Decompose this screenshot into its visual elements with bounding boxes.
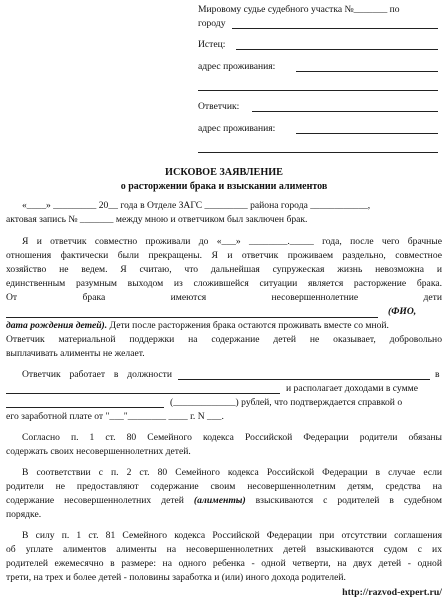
p1-line-2: актовая запись № _______ между мною и ответчиком был заключен брак.	[6, 214, 308, 225]
p5-line-3-b: взыскиваются с родителей в судебном	[245, 495, 442, 506]
p5-line-1: В соответствии с п. 2 ст. 80 Семейного кодекса Российской Федерации в случае если	[22, 467, 442, 478]
fio-note: (ФИО,	[388, 306, 417, 317]
position-fill-line	[178, 379, 430, 380]
plaintiff-address-fill-line	[296, 71, 438, 72]
p2-line-3: хозяйство не ведем. Я считаю, что дальнейшая супружеская жизнь невозможна и	[6, 264, 442, 275]
court-line: Мировому судье судебного участка №_______ по	[198, 4, 400, 15]
p6-line-1: В силу п. 1 ст. 81 Семейного кодекса Российской Федерации при отсутствии соглашения	[22, 530, 442, 541]
city-fill-line	[232, 28, 438, 29]
p3-line-4: его заработной плате от "___"________ ____ г. N ___.	[6, 411, 224, 422]
p2-line-9: выплачивать алименты не желает.	[6, 348, 145, 359]
p6-line-3: родителей ежемесячно в размере: на одного ребенка - одной четверти, на двух детей - одной	[6, 558, 442, 569]
p3-line-2: и располагает доходами в сумме	[286, 383, 419, 394]
defendant-label: Ответчик:	[198, 101, 240, 112]
p3-line-1-end: в	[435, 369, 440, 380]
p4-line-1: Согласно п. 1 ст. 80 Семейного кодекса Российской Федерации родители обязаны	[22, 432, 442, 443]
employer-fill-line	[6, 393, 280, 394]
p3-line-1: Ответчик работает в должности	[22, 369, 172, 380]
defendant-fill-line	[252, 111, 438, 112]
p1-line-1: «____» _________ 20__ года в Отделе ЗАГС _________ района города ____________,	[22, 200, 371, 211]
p2-line-8: Ответчик материальной поддержки на содержание детей не оказывает, добровольно	[6, 334, 442, 345]
p2-line-7	[6, 319, 389, 332]
watermark-url[interactable]: http://razvod-expert.ru/	[342, 587, 442, 598]
p2-line-5: От брака имеются несовершеннолетние дети	[6, 292, 442, 303]
children-dob-note: дата рождения детей).	[6, 320, 108, 331]
p2-line-4: единственным разумным выходом из сложившейся ситуации является расторжение брака.	[6, 278, 442, 289]
p5-line-4: порядке.	[6, 509, 42, 520]
plaintiff-fill-line	[236, 49, 438, 50]
income-fill-line	[6, 407, 164, 408]
p6-line-4: трети, на трех и более детей - половины заработка и (или) иного дохода родителей.	[6, 572, 346, 583]
defendant-address-fill-line	[296, 133, 438, 134]
alimony-note: (алименты)	[193, 495, 246, 506]
defendant-address-label: адрес проживания:	[198, 123, 276, 134]
document-subtitle: о расторжении брака и взыскании алиментов	[120, 181, 328, 192]
children-fill-line	[6, 317, 378, 318]
defendant-address-fill-line-2	[198, 152, 438, 153]
city-label: городу	[198, 18, 226, 29]
plaintiff-address-fill-line-2	[198, 90, 438, 91]
watermark-link[interactable]	[342, 586, 442, 599]
p2-line-2: отношения фактически были прекращены. Я и ответчик проживаем раздельно, совместное	[6, 250, 442, 261]
p4-line-2: содержать своих несовершеннолетних детей.	[6, 446, 191, 457]
p5-line-3-a: содержание несовершеннолетних детей	[6, 495, 194, 506]
plaintiff-address-label: адрес проживания:	[198, 61, 276, 72]
p3-line-3: (_____________) рублей, что подтверждается справкой о	[170, 397, 403, 408]
plaintiff-label: Истец:	[198, 39, 226, 50]
p5-line-3	[6, 494, 442, 507]
document-title: ИСКОВОЕ ЗАЯВЛЕНИЕ	[165, 167, 283, 178]
p6-line-2: об уплате алиментов алименты на несовершеннолетних детей взыскиваются судом с их	[6, 544, 442, 555]
p2-line-7-rest: Дети после расторжения брака остаются проживать вместе со мной.	[107, 320, 389, 331]
p2-line-1: Я и ответчик совместно проживали до «___» ________._____ года, после чего брачные	[22, 236, 442, 247]
p5-line-2: родители не предоставляют содержание своим несовершеннолетним детям, средства на	[6, 481, 442, 492]
